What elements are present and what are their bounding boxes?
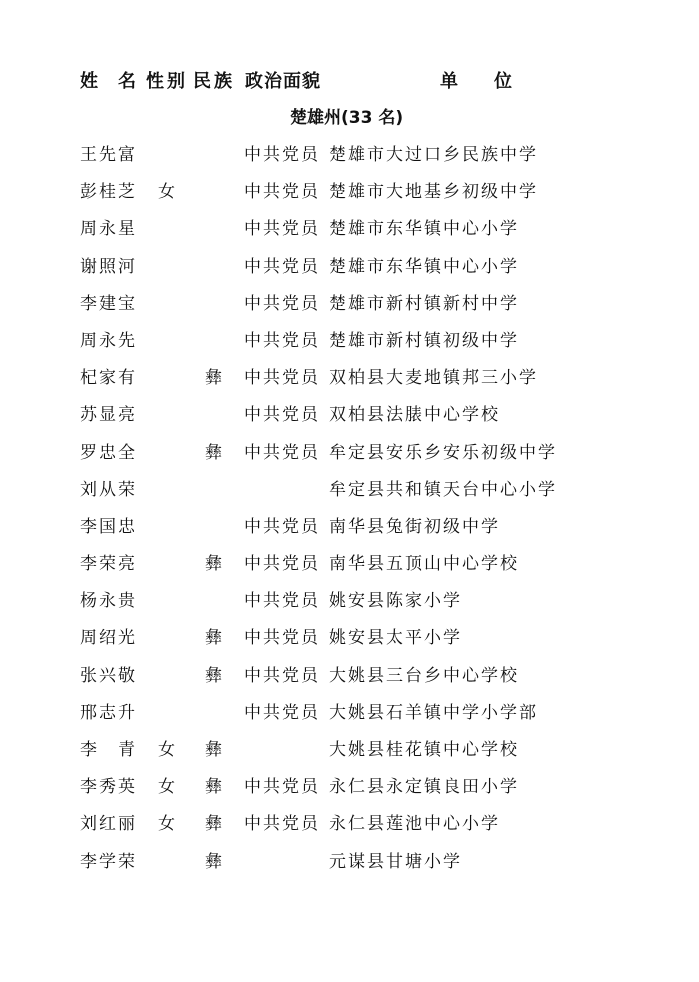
table-row xyxy=(0,472,699,509)
row-ethnicity: 彝 xyxy=(205,628,224,649)
table-row xyxy=(0,658,699,695)
row-ethnicity: 彝 xyxy=(205,740,224,760)
row-name: 周绍光 xyxy=(80,628,137,649)
row-unit: 楚雄市东华镇中心小学 xyxy=(329,219,519,240)
row-political-status: 中共党员 xyxy=(244,330,320,351)
row-name: 李建宝 xyxy=(80,293,137,314)
row-unit: 大姚县桂花镇中心学校 xyxy=(329,740,519,760)
table-row xyxy=(0,360,699,397)
row-gender: 女 xyxy=(158,814,177,835)
header-ethnicity: 民族 xyxy=(193,71,235,92)
table-header xyxy=(0,68,699,96)
row-unit: 双柏县大麦地镇邦三小学 xyxy=(329,368,538,389)
row-political-status: 中共党员 xyxy=(244,293,320,314)
table-row xyxy=(0,286,699,323)
row-name: 杞家有 xyxy=(80,368,137,389)
table-row xyxy=(0,546,699,583)
table-row xyxy=(0,211,699,248)
row-name: 李 青 xyxy=(80,740,137,760)
row-gender: 女 xyxy=(158,740,177,760)
row-unit: 元谋县甘塘小学 xyxy=(329,851,462,872)
row-ethnicity: 彝 xyxy=(205,368,224,389)
row-unit: 楚雄市大地基乡初级中学 xyxy=(329,182,538,203)
header-political-status: 政治面貌 xyxy=(245,71,321,92)
row-name: 李国忠 xyxy=(80,516,137,537)
row-name: 罗忠全 xyxy=(80,442,137,463)
row-name: 苏显亮 xyxy=(80,405,137,426)
row-unit: 楚雄市东华镇中心小学 xyxy=(329,256,519,277)
row-name: 刘红丽 xyxy=(80,814,137,835)
row-political-status: 中共党员 xyxy=(244,219,320,240)
row-political-status: 中共党员 xyxy=(244,665,320,686)
name-list xyxy=(0,137,699,881)
row-political-status: 中共党员 xyxy=(244,405,320,426)
row-unit: 楚雄市大过口乡民族中学 xyxy=(329,145,538,165)
row-ethnicity: 彝 xyxy=(205,851,224,872)
row-unit: 姚安县陈家小学 xyxy=(329,591,462,612)
row-unit: 大姚县三台乡中心学校 xyxy=(329,665,519,686)
row-political-status: 中共党员 xyxy=(244,442,320,463)
row-political-status: 中共党员 xyxy=(244,777,320,798)
row-unit: 楚雄市新村镇新村中学 xyxy=(329,293,519,314)
row-name: 周永先 xyxy=(80,330,137,351)
row-gender: 女 xyxy=(158,182,177,203)
row-name: 杨永贵 xyxy=(80,591,137,612)
row-name: 谢照河 xyxy=(80,256,137,277)
row-ethnicity: 彝 xyxy=(205,665,224,686)
row-political-status: 中共党员 xyxy=(244,591,320,612)
row-ethnicity: 彝 xyxy=(205,442,224,463)
row-unit: 永仁县永定镇良田小学 xyxy=(329,777,519,798)
row-ethnicity: 彝 xyxy=(205,814,224,835)
row-name: 刘从荣 xyxy=(80,479,137,500)
row-political-status: 中共党员 xyxy=(244,256,320,277)
table-row xyxy=(0,249,699,286)
row-name: 王先富 xyxy=(80,145,137,165)
row-unit: 南华县兔街初级中学 xyxy=(329,516,500,537)
table-row xyxy=(0,732,699,769)
row-name: 邢志升 xyxy=(80,702,137,723)
row-political-status: 中共党员 xyxy=(244,368,320,389)
row-name: 彭桂芝 xyxy=(80,182,137,203)
table-row xyxy=(0,435,699,472)
table-row xyxy=(0,620,699,657)
row-ethnicity: 彝 xyxy=(205,777,224,798)
row-unit: 永仁县莲池中心小学 xyxy=(329,814,500,835)
header-name: 姓名 xyxy=(80,71,156,92)
section-title: 楚雄州(33 名) xyxy=(290,108,404,128)
row-unit: 大姚县石羊镇中学小学部 xyxy=(329,702,538,723)
table-row xyxy=(0,323,699,360)
row-name: 周永星 xyxy=(80,219,137,240)
table-row xyxy=(0,397,699,434)
row-political-status: 中共党员 xyxy=(244,814,320,835)
row-unit: 牟定县共和镇天台中心小学 xyxy=(329,479,557,500)
row-name: 李荣亮 xyxy=(80,554,137,575)
table-row xyxy=(0,844,699,881)
row-political-status: 中共党员 xyxy=(244,516,320,537)
row-name: 李秀英 xyxy=(80,777,137,798)
row-political-status: 中共党员 xyxy=(244,554,320,575)
table-row xyxy=(0,583,699,620)
row-name: 李学荣 xyxy=(80,851,137,872)
table-row xyxy=(0,137,699,174)
table-row xyxy=(0,174,699,211)
table-row xyxy=(0,806,699,843)
table-row xyxy=(0,695,699,732)
header-unit: 单位 xyxy=(440,71,548,92)
row-ethnicity: 彝 xyxy=(205,554,224,575)
row-gender: 女 xyxy=(158,777,177,798)
row-name: 张兴敬 xyxy=(80,665,137,686)
row-political-status: 中共党员 xyxy=(244,628,320,649)
table-row xyxy=(0,769,699,806)
row-political-status: 中共党员 xyxy=(244,145,320,165)
row-unit: 姚安县太平小学 xyxy=(329,628,462,649)
row-unit: 楚雄市新村镇初级中学 xyxy=(329,330,519,351)
row-unit: 南华县五顶山中心学校 xyxy=(329,554,519,575)
header-gender: 性别 xyxy=(146,71,188,92)
row-unit: 牟定县安乐乡安乐初级中学 xyxy=(329,442,557,463)
table-row xyxy=(0,509,699,546)
row-political-status: 中共党员 xyxy=(244,182,320,203)
row-political-status: 中共党员 xyxy=(244,702,320,723)
row-unit: 双柏县法脿中心学校 xyxy=(329,405,500,426)
